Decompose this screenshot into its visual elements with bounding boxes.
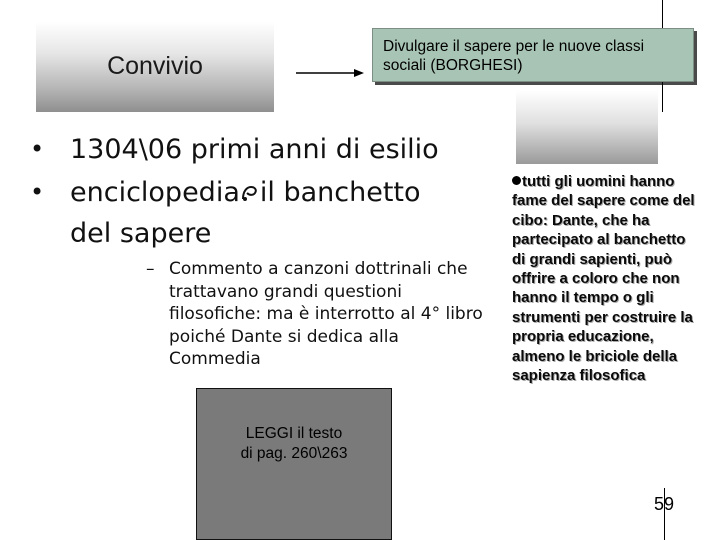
wingding-glyph-icon <box>241 181 259 203</box>
right-side-note <box>512 172 698 385</box>
divider-line <box>662 82 663 112</box>
dash-marker: – <box>146 259 155 279</box>
bullet-marker: • <box>30 135 45 163</box>
read-text-label <box>196 424 392 464</box>
read-text-line1: LEGGI il testo <box>245 425 343 442</box>
right-arrow-icon <box>296 64 364 78</box>
right-note-text: tutti gli uomini hanno fame del sapere come del cibo: Dante, che ha partecipato al banchetto di grandi sapienti, può offrire a coloro che non hanno il tempo o gli strumenti per costruire la propria educazione, almeno le briciole della sapienza filosofica <box>512 173 695 385</box>
header-callout-box: Divulgare il sapere per le nuove classi sociali (BORGHESI) <box>372 28 694 82</box>
bullet-text-line2: del sapere <box>70 218 212 249</box>
divider-line <box>662 0 663 28</box>
decorative-gradient-box <box>516 90 658 164</box>
bullet-text-part: enciclopedia <box>70 177 240 208</box>
bullet-text-line1 <box>70 172 421 213</box>
bullet-text: 1304\06 primi anni di esilio <box>70 134 439 165</box>
sub-bullet-text: Commento a canzoni dottrinali che trattavano grandi questioni filosofiche: ma è interrotto al 4° libro poiché Dante si dedica alla Commedia <box>169 259 483 369</box>
slide-title: Convivio <box>107 52 203 80</box>
bullet-marker: • <box>30 178 45 206</box>
bullet-dot-icon <box>512 176 521 185</box>
read-text-line2: di pag. 260\263 <box>240 445 348 462</box>
page-number: 59 <box>654 494 675 514</box>
read-text-box <box>196 388 392 540</box>
bullet-text-part: il banchetto <box>259 177 421 208</box>
